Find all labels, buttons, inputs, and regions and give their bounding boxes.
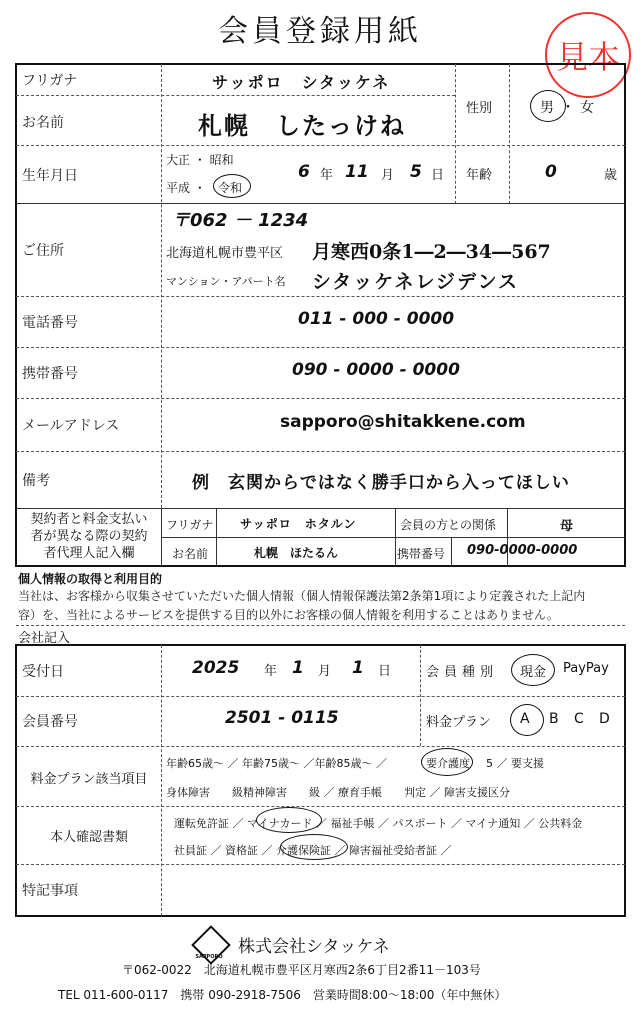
mobile-value[interactable]: 090 - 0000 - 0000 [292,360,460,380]
reception-month-unit: 月 [318,664,332,679]
reception-day-value[interactable]: 1 [352,658,364,678]
reception-date-label: 受付日 [22,664,64,680]
gender-selected-circle [530,90,566,122]
building-value[interactable]: シタッケネレジデンス [312,271,520,293]
gender-male[interactable]: 男 [540,100,554,116]
company-contact: TEL 011-600-0117 携帯 090-2918-7506 営業時間8:00～18:00（年中無休） [58,988,507,1002]
id-documents-line-1[interactable]: 運転免許証 ／ マイナカード ／ 福祉手帳 ／ パスポート ／ マイナ通知 ／ 公共料金 [174,817,583,830]
member-number-label: 会員番号 [22,714,78,730]
age-label: 年齢 [466,168,493,183]
agent-mobile-value[interactable]: 090-0000-0000 [467,543,578,558]
contract-label-line-1: 契約者と料金支払い [30,512,148,527]
member-type-cash[interactable]: 現金 [520,665,547,680]
furigana-value[interactable]: サッポロ シタッケネ [212,73,391,92]
company-logo [192,928,226,962]
contract-agent-label [18,511,160,562]
relation-value[interactable]: 母 [560,519,574,534]
birthdate-label: 生年月日 [22,168,78,184]
birth-year-unit: 年 [320,168,334,183]
plan-items-care-level[interactable]: 要介護度 [426,757,470,770]
phone-label: 電話番号 [22,315,78,331]
plan-items-support[interactable]: 5 ／ 要支援 [486,757,544,770]
mobile-label: 携帯番号 [22,366,78,382]
privacy-text-line-2: 容）を、当社によるサービスを提供する目的以外にお客様の個人情報を利用することはありません。 [18,608,559,622]
email-value[interactable]: sapporo@shitakkene.com [280,412,526,432]
plan-label: 料金プラン [426,715,492,730]
company-name: 株式会社シタッケネ [238,937,390,957]
era-selected-circle [213,174,251,198]
care-level-selected-circle [421,748,473,776]
relation-label: 会員の方との関係 [400,518,497,532]
company-address: 〒062-0022 北海道札幌市豊平区月寒西2条6丁目2番11－103号 [122,963,481,977]
agent-name-value[interactable]: 札幌 ほたるん [254,546,339,560]
address-label: ご住所 [22,243,64,259]
office-section-label: 会社記入 [18,631,71,646]
member-number-value[interactable]: 2501 - 0115 [225,708,339,728]
birth-month-unit: 月 [381,168,395,183]
agent-mobile-label: 携帯番号 [397,547,446,561]
birth-day-value[interactable]: 5 [410,162,422,182]
notes-value[interactable]: 例 玄関からではなく勝手口から入ってほしい [192,473,570,493]
birth-month-value[interactable]: 11 [345,162,369,182]
age-value[interactable]: 0 [545,162,557,182]
era-reiwa[interactable]: 令和 [218,181,243,195]
contract-label-line-2: 者が異なる際の契約 [30,529,148,544]
postal-code-value[interactable]: 〒062 － 1234 [172,210,309,231]
privacy-text-line-1: 当社は、お客様から収集させていただいた個人情報（個人情報保護法第2条第1項により定義された上記内 [18,589,586,603]
gender-female[interactable]: 女 [580,100,594,116]
reception-month-value[interactable]: 1 [292,658,304,678]
member-type-label: 会員種別 [426,665,499,680]
plan-option-a[interactable]: A [520,711,530,727]
logo-text: SAPPORO [195,954,223,960]
address-value[interactable]: 月寒西0条1―2―34―567 [312,241,551,263]
plan-items-label: 料金プラン該当項目 [30,772,148,787]
name-label: お名前 [22,115,64,131]
plan-option-c[interactable]: C [574,711,584,727]
notes-label: 備考 [22,473,50,489]
birth-year-value[interactable]: 6 [298,162,310,182]
privacy-heading: 個人情報の取得と利用目的 [18,572,163,586]
page-title: 会員登録用紙 [218,14,422,49]
plan-items-disability[interactable]: 身体障害 級精神障害 級 ／ 療育手帳 判定 ／ 障害支援区分 [166,786,510,799]
email-label: メールアドレス [22,418,120,434]
reception-year-unit: 年 [264,664,278,679]
era-taisho-showa[interactable]: 大正 ・ 昭和 [166,153,234,167]
era-heisei[interactable]: 平成 ・ [166,181,206,195]
furigana-label: フリガナ [22,73,78,89]
member-type-selected-circle [511,654,555,686]
id-documents-label: 本人確認書類 [49,830,128,845]
reception-day-unit: 日 [378,664,392,679]
member-type-paypay[interactable]: PayPay [563,661,609,676]
my-number-card-selected-circle [256,807,322,833]
address-prefix: 北海道札幌市豊平区 [166,246,284,261]
reception-year-value[interactable]: 2025 [192,658,240,678]
gender-label: 性別 [466,101,493,116]
plan-option-d[interactable]: D [599,711,610,727]
agent-name-label: お名前 [172,547,209,561]
care-insurance-selected-circle [280,834,348,860]
plan-option-b[interactable]: B [549,711,559,727]
age-unit: 歳 [604,168,618,183]
agent-furigana-label: フリガナ [166,518,214,532]
gender-sep: ・ [561,100,575,116]
sample-stamp: 見本 [545,12,631,98]
plan-selected-circle [510,704,544,736]
special-notes-label: 特記事項 [22,883,78,899]
building-label: マンション・アパート名 [166,275,286,288]
plan-items-ages[interactable]: 年齢65歳～ ／ 年齢75歳～ ／年齢85歳～ ／ [166,757,387,770]
agent-furigana-value[interactable]: サッポロ ホタルン [240,517,357,531]
name-value[interactable]: 札幌 したっけね [198,111,406,140]
id-documents-line-2[interactable]: 社員証 ／ 資格証 ／ 介護保険証 ／ 障害福祉受給者証 ／ [174,844,452,857]
contract-label-line-3: 者代理人記入欄 [43,546,135,561]
phone-value[interactable]: 011 - 000 - 0000 [298,309,455,329]
birth-day-unit: 日 [431,168,445,183]
